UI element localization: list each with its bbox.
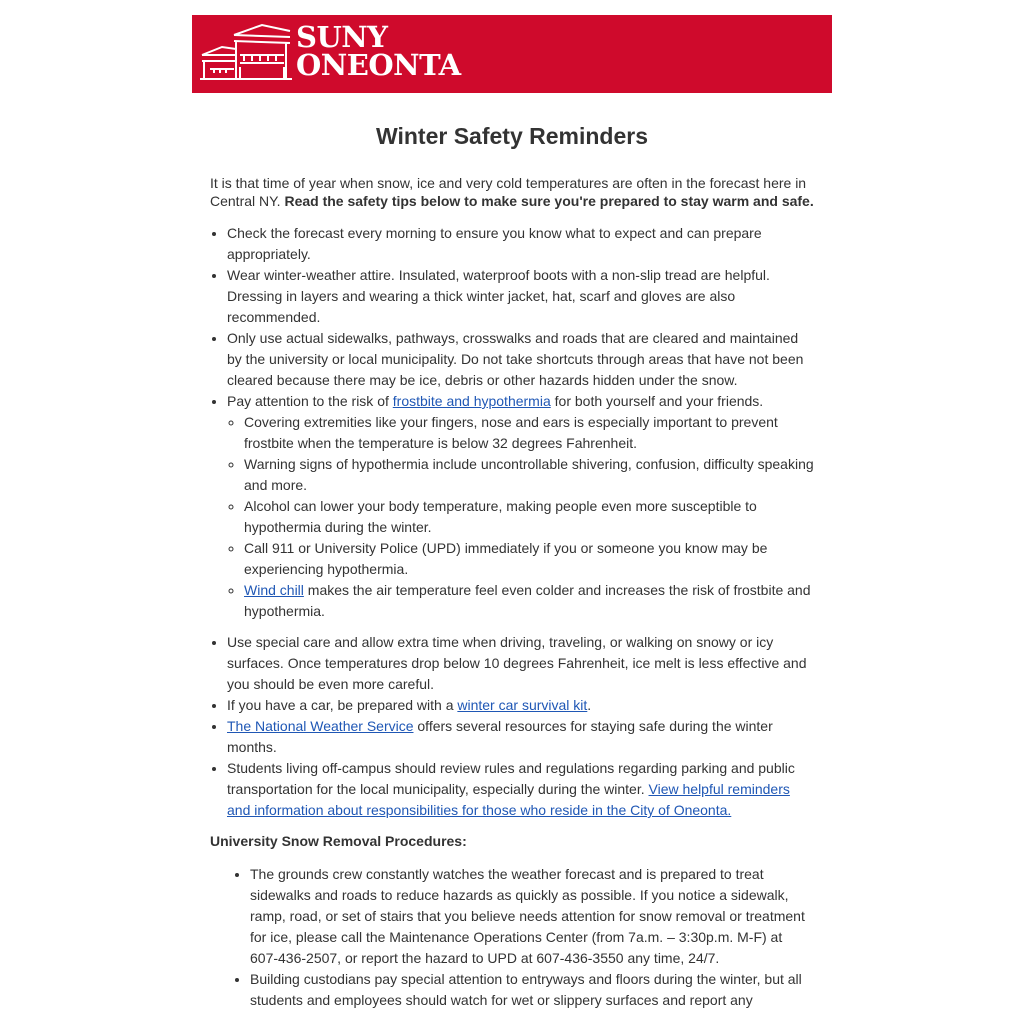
list-item: ◦ Alcohol can lower your body temperature, making people even more susceptible to hypothermia during the winter. [244,496,814,538]
list-item: • The grounds crew constantly watches the weather forecast and is prepared to treat sidewalks and roads to reduce hazards as quickly as possible. If you notice a sidewalk, ramp, road, or set of stairs that you believe needs attention for snow removal or treatment for ice, please call the Maintenance Operations Center (from 7a.m. – 3:30p.m. M-F) at 607-436-2507, or report the hazard to UPD at 607-436-3550 any time, 24/7. [250,864,814,969]
text: for both yourself and your friends. [550,393,764,409]
list-item [227,758,814,821]
text: makes the air temperature feel even colder and increases the risk of frostbite and hypothermia. [244,582,811,619]
national-weather-service-link[interactable]: The National Weather Service [227,718,414,734]
intro-bold: Read the safety tips below to make sure you're prepared to stay warm and safe. [284,193,814,209]
text: offers several resources for staying safe during the winter months. [227,718,773,755]
procedures-list [210,864,814,1011]
list-item: • Only use actual sidewalks, pathways, crosswalks and roads that are cleared and maintained by the university or local municipality. Do not take shortcuts through areas that have not been cleared because there may be ice, debris or other hazards hidden under the snow. [227,328,814,391]
list-item: • Wear winter-weather attire. Insulated, waterproof boots with a non-slip tread are helpful. Dressing in layers and wearing a thick winter jacket, hat, scarf and gloves are also recommended. [227,265,814,328]
text: If you have a car, be prepared with a [227,697,458,713]
list-item: ◦ Call 911 or University Police (UPD) immediately if you or someone you know may be experiencing hypothermia. [244,538,814,580]
city-of-oneonta-link[interactable]: View helpful reminders and information about responsibilities for those who reside in the City of Oneonta. [227,781,790,818]
list-item: ◦ Warning signs of hypothermia include uncontrollable shivering, confusion, difficulty speaking and more. [244,454,814,496]
article [210,120,814,1011]
logo-line2: ONEONTA [296,48,461,82]
winter-car-kit-link[interactable]: winter car survival kit [457,697,588,713]
subtips-list [227,412,814,622]
list-item [227,391,814,622]
text: Pay attention to the risk of [227,393,393,409]
tips-list [210,223,814,821]
logo-wordmark[interactable] [296,20,461,82]
page-title: Winter Safety Reminders [375,123,649,149]
list-item: • Building custodians pay special attention to entryways and floors during the winter, but all students and employees should watch for wet or slippery surfaces and report any [250,969,814,1011]
intro-text: It is that time of year when snow, ice and very cold temperatures are often in the forecast here in Central NY. [210,175,807,209]
list-item: • Check the forecast every morning to ensure you know what to expect and can prepare appropriately. [227,223,814,265]
wind-chill-link[interactable]: Wind chill [244,582,304,598]
list-item: • Use special care and allow extra time when driving, traveling, or walking on snowy or icy surfaces. Once temperatures drop below 10 degrees Fahrenheit, ice melt is less effective and you should be even more careful. [227,632,814,695]
list-item [244,580,814,622]
list-item [227,716,814,758]
list-item: ◦ Covering extremities like your fingers, nose and ears is especially important to prevent frostbite when the temperature is below 32 degrees Fahrenheit. [244,412,814,454]
list-item [227,695,814,716]
procedures-heading: University Snow Removal Procedures: [210,833,467,849]
text: . [587,697,592,713]
campus-buildings-logo-icon [200,23,292,81]
text: Students living off-campus should review rules and regulations regarding parking and public transportation for the local municipality, especially during the winter. [227,760,795,797]
intro-paragraph [210,174,814,210]
frostbite-hypothermia-link[interactable]: frostbite and hypothermia [392,393,551,409]
logo-line1: SUNY [296,20,388,54]
site-header [192,15,832,93]
